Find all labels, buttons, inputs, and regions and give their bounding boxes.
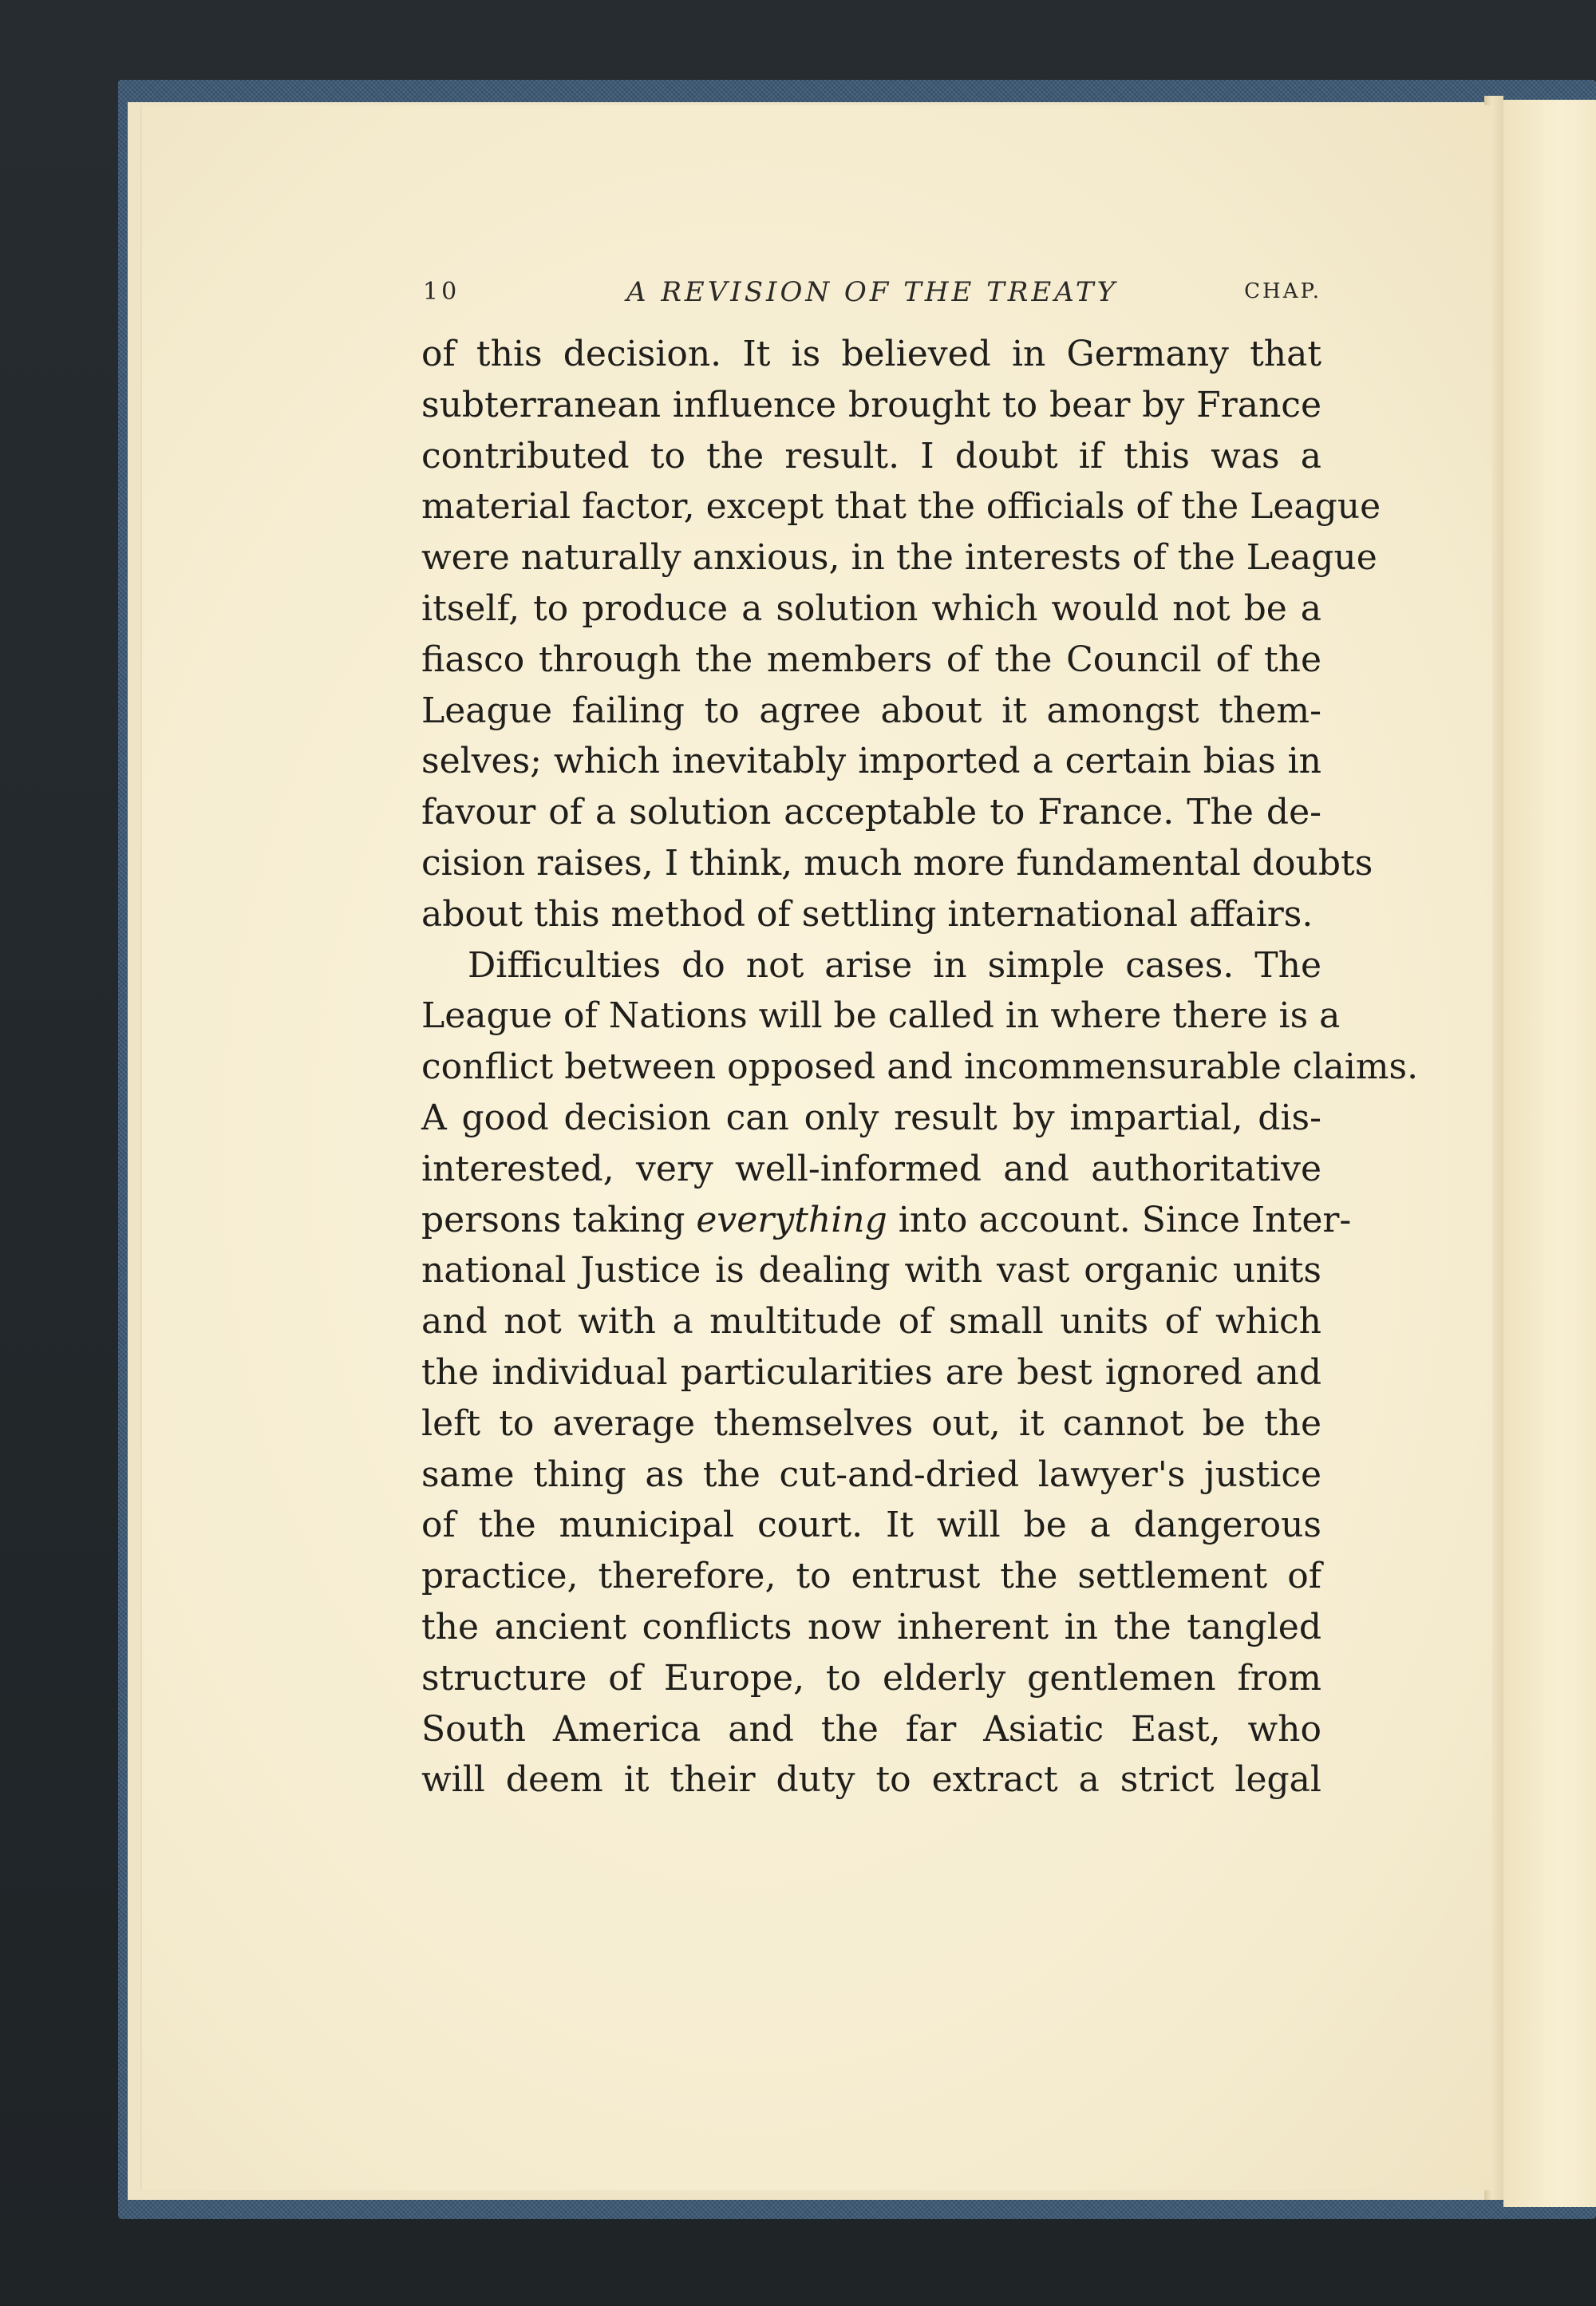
body-text xyxy=(421,329,1419,1806)
text-line: subterranean influence brought to bear by France xyxy=(421,384,1321,425)
text-line: itself, to produce a solution which would not be a xyxy=(421,587,1321,629)
text-line: League of Nations will be called in where there is a xyxy=(421,995,1341,1037)
facing-page-edge xyxy=(1503,100,1596,2207)
text-line: conflict between opposed and incommensurable claims. xyxy=(421,1046,1419,1088)
chapter-label: CHAP. xyxy=(1244,279,1321,303)
paragraph-2 xyxy=(421,940,1419,1806)
text-line: of this decision. It is believed in Germany that xyxy=(421,334,1321,374)
text-line-mixed xyxy=(421,1195,1352,1246)
text-segment: persons taking xyxy=(421,1199,685,1240)
text-line: South America and the far Asiatic East, who xyxy=(421,1708,1321,1750)
paragraph-1 xyxy=(421,329,1381,940)
text-line: material factor, except that the officials of the League xyxy=(421,486,1381,528)
running-title: A REVISION OF THE TREATY xyxy=(626,276,1119,308)
text-line: practice, therefore, to entrust the settlement of xyxy=(421,1556,1321,1597)
text-line: fiasco through the members of the Council of the xyxy=(421,639,1321,680)
text-line: cision raises, I think, much more fundamental doubts xyxy=(421,842,1373,884)
text-line: structure of Europe, to elderly gentlemen from xyxy=(421,1657,1321,1699)
text-line: League failing to agree about it amongst them- xyxy=(421,690,1321,731)
running-header xyxy=(423,276,1321,311)
text-line: contributed to the result. I doubt if this was a xyxy=(421,435,1321,477)
text-line: A good decision can only result by impartial, dis- xyxy=(421,1097,1321,1138)
text-line: same thing as the cut-and-dried lawyer's justice xyxy=(421,1454,1321,1495)
text-line: of the municipal court. It will be a dangerous xyxy=(421,1505,1321,1546)
text-line: about this method of settling international affairs. xyxy=(421,893,1314,935)
text-line: left to average themselves out, it cannot be the xyxy=(421,1402,1321,1444)
text-line: interested, very well-informed and authoritative xyxy=(421,1148,1321,1189)
italic-word: everything xyxy=(696,1199,887,1240)
text-line: favour of a solution acceptable to France. The de- xyxy=(421,792,1321,833)
page-number: 10 xyxy=(423,278,460,306)
text-line: national Justice is dealing with vast organic units xyxy=(421,1250,1321,1291)
text-line: the individual particularities are best ignored and xyxy=(421,1351,1321,1393)
text-line: Difficulties do not arise in simple cases. The xyxy=(468,944,1321,986)
text-line: and not with a multitude of small units of which xyxy=(421,1301,1321,1343)
text-line: will deem it their duty to extract a strict legal xyxy=(421,1759,1321,1801)
text-line: selves; which inevitably imported a certain bias in xyxy=(421,741,1321,782)
text-line: were naturally anxious, in the interests of the League xyxy=(421,537,1377,579)
text-segment: into account. Since Inter- xyxy=(898,1199,1352,1240)
text-line: the ancient conflicts now inherent in the tangled xyxy=(421,1606,1321,1647)
